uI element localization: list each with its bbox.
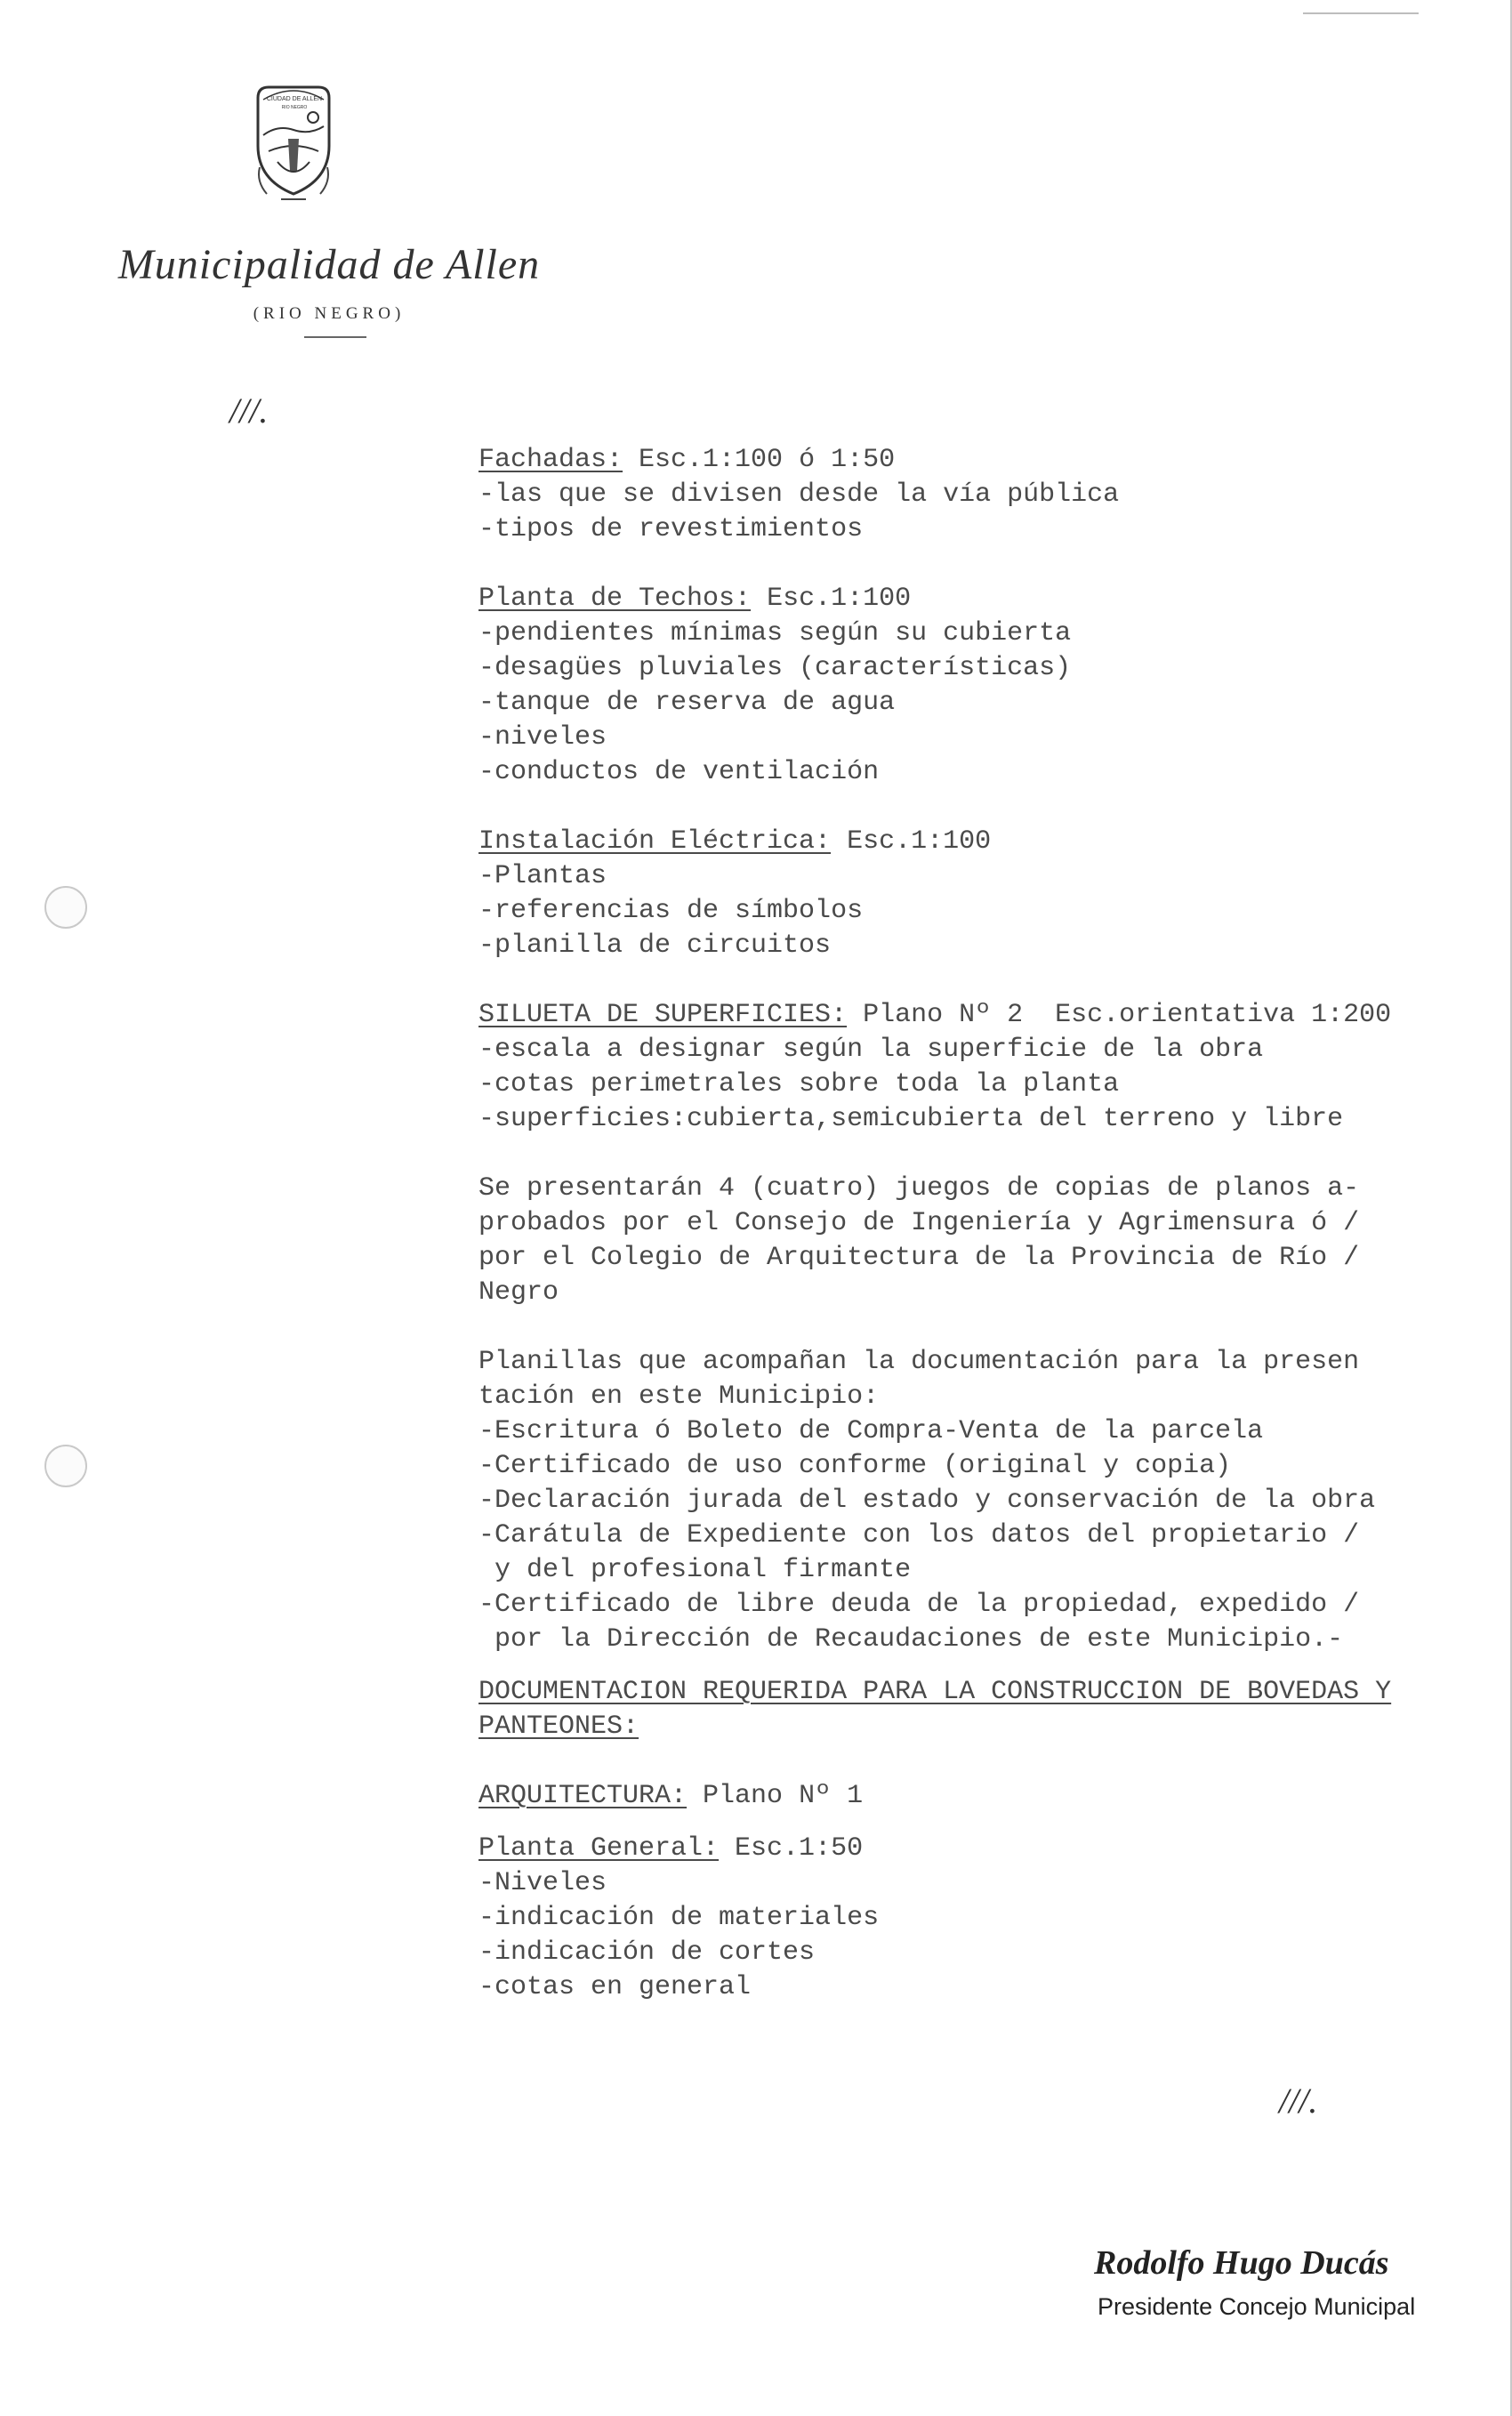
list-item: -Certificado de uso conforme (original y copia) bbox=[479, 1451, 1232, 1481]
list-item: -pendientes mínimas según su cubierta bbox=[479, 618, 1072, 648]
list-item: -cotas perimetrales sobre toda la planta bbox=[479, 1069, 1120, 1099]
paragraph-line: Planillas que acompañan la documentación para la presen bbox=[479, 1347, 1360, 1377]
section-heading: Planta General: bbox=[479, 1833, 720, 1864]
signature-title: Presidente Concejo Municipal bbox=[1098, 2293, 1416, 2320]
continuation-mark-bottom: ///. bbox=[1279, 2081, 1318, 2121]
section-heading: PANTEONES: bbox=[479, 1711, 639, 1742]
top-edge-rule bbox=[1303, 12, 1419, 14]
section-heading-line bbox=[479, 582, 1510, 616]
paragraph-line: tación en este Municipio: bbox=[479, 1381, 880, 1412]
document-body bbox=[479, 443, 1510, 2005]
list-item: por la Dirección de Recaudaciones de este Municipio.- bbox=[479, 1624, 1344, 1655]
section-scale: Esc.1:100 bbox=[751, 584, 912, 614]
list-item: -Declaración jurada del estado y conservación de la obra bbox=[479, 1486, 1376, 1516]
municipality-province: (RIO NEGRO) bbox=[253, 304, 406, 323]
section-heading-line bbox=[479, 825, 1510, 859]
list-item: -conductos de ventilación bbox=[479, 757, 880, 787]
section-heading: DOCUMENTACION REQUERIDA PARA LA CONSTRUCCION DE BOVEDAS Y bbox=[479, 1677, 1392, 1707]
section-heading: Fachadas: bbox=[479, 445, 623, 475]
punch-hole bbox=[44, 886, 87, 929]
section-heading: Instalación Eléctrica: bbox=[479, 826, 832, 857]
section-scale: Esc.1:100 bbox=[831, 826, 992, 857]
section-scale: Esc.1:50 bbox=[719, 1833, 864, 1864]
list-item: -desagües pluviales (características) bbox=[479, 653, 1072, 683]
paragraph-line: Negro bbox=[479, 1277, 559, 1308]
section-heading: ARQUITECTURA: bbox=[479, 1781, 688, 1811]
section-heading-line bbox=[479, 998, 1510, 1033]
list-item: -tipos de revestimientos bbox=[479, 514, 864, 544]
list-item: -niveles bbox=[479, 722, 607, 753]
section-heading-line bbox=[479, 1675, 1510, 1710]
section-heading: SILUETA DE SUPERFICIES: bbox=[479, 1000, 848, 1030]
list-item: -indicación de cortes bbox=[479, 1937, 816, 1968]
paragraph-line: por el Colegio de Arquitectura de la Provincia de Río / bbox=[479, 1243, 1360, 1273]
letterhead-rule bbox=[304, 336, 366, 338]
paragraph-line: Se presentarán 4 (cuatro) juegos de copias de planos a- bbox=[479, 1173, 1360, 1204]
list-item: y del profesional firmante bbox=[479, 1555, 912, 1585]
list-item: -las que se divisen desde la vía pública bbox=[479, 479, 1120, 510]
section-heading-line bbox=[479, 1832, 1510, 1866]
section-plan: Plano Nº 1 bbox=[687, 1781, 864, 1811]
section-heading: Planta de Techos: bbox=[479, 584, 752, 614]
list-item: -escala a designar según la superficie de la obra bbox=[479, 1035, 1264, 1065]
list-item: -superficies:cubierta,semicubierta del terreno y libre bbox=[479, 1104, 1344, 1134]
list-item: -Escritura ó Boleto de Compra-Venta de la parcela bbox=[479, 1416, 1264, 1446]
list-item: -planilla de circuitos bbox=[479, 930, 832, 961]
seal-subtext: RIO NEGRO bbox=[281, 105, 308, 110]
section-scale: Plano Nº 2 Esc.orientativa 1:200 bbox=[847, 1000, 1392, 1030]
municipality-name: Municipalidad de Allen bbox=[117, 241, 541, 288]
list-item: -Carátula de Expediente con los datos del propietario / bbox=[479, 1520, 1360, 1550]
section-heading-line bbox=[479, 1710, 1510, 1744]
punch-hole bbox=[44, 1445, 87, 1487]
list-item: -Niveles bbox=[479, 1868, 607, 1898]
section-heading-line bbox=[479, 443, 1510, 478]
section-scale: Esc.1:100 ó 1:50 bbox=[623, 445, 896, 475]
list-item: -Plantas bbox=[479, 861, 607, 891]
list-item: -cotas en general bbox=[479, 1972, 752, 2002]
section-heading-line bbox=[479, 1779, 1510, 1814]
seal-text: CIUDAD DE ALLEN bbox=[266, 96, 323, 102]
list-item: -indicación de materiales bbox=[479, 1903, 880, 1933]
list-item: -referencias de símbolos bbox=[479, 896, 864, 926]
list-item: -tanque de reserva de agua bbox=[479, 688, 896, 718]
continuation-mark-top: ///. bbox=[229, 391, 269, 431]
paragraph-line: probados por el Consejo de Ingeniería y Agrimensura ó / bbox=[479, 1208, 1360, 1238]
list-item: -Certificado de libre deuda de la propiedad, expedido / bbox=[479, 1590, 1360, 1620]
signature-name: Rodolfo Hugo Ducás bbox=[1094, 2244, 1389, 2282]
